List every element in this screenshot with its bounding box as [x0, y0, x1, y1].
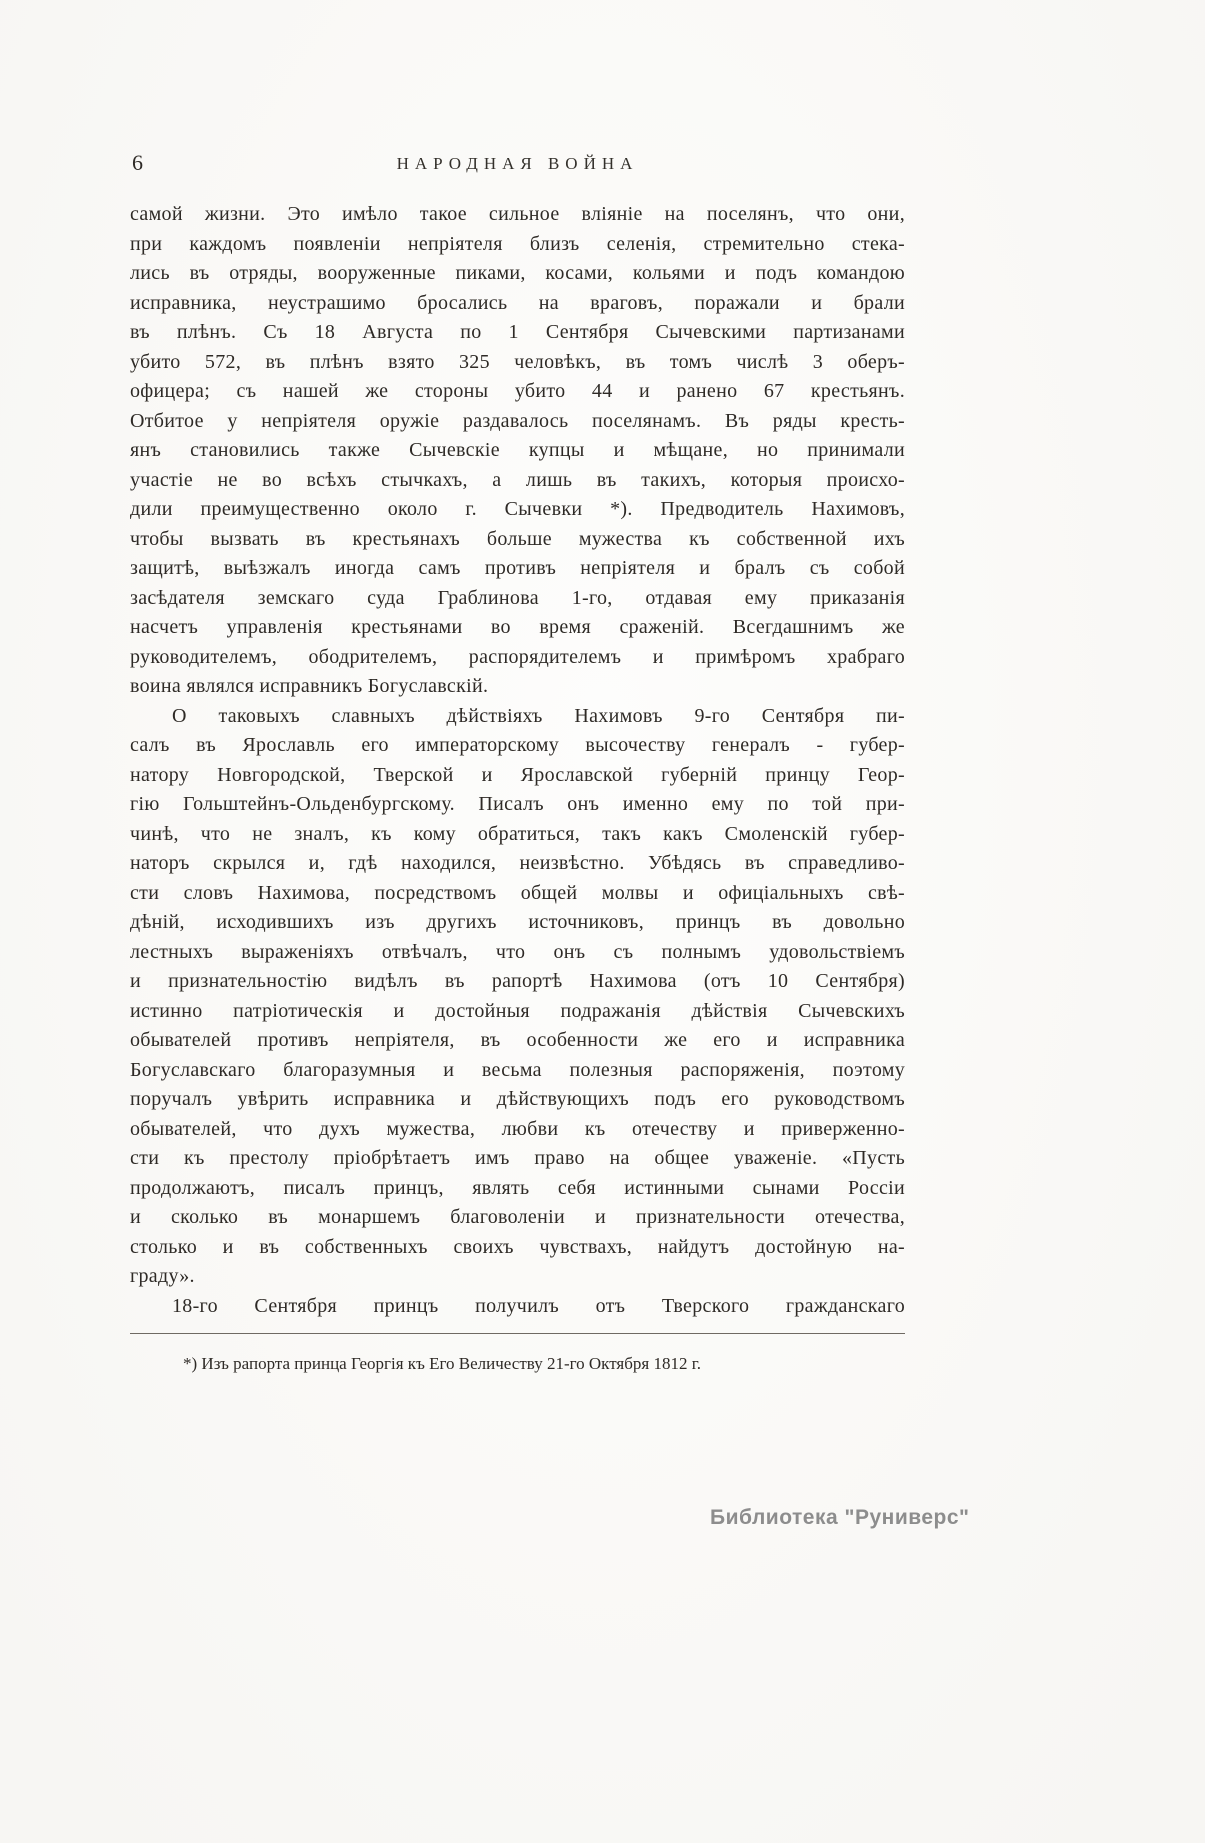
text-line: сти словъ Нахимова, посредствомъ общей молвы и офиціальныхъ свѣ-: [130, 881, 905, 904]
text-line: исправника, неустрашимо бросались на враговъ, поражали и брали: [130, 291, 905, 314]
text-line: офицера; съ нашей же стороны убито 44 и ранено 67 крестьянъ.: [130, 380, 905, 402]
text-line: лестныхъ выраженіяхъ отвѣчалъ, что онъ съ полнымъ удовольствіемъ: [130, 940, 905, 963]
text-line: натору Новгородской, Тверской и Ярославской губерній принцу Геор-: [130, 763, 905, 786]
text-line: поручалъ увѣрить исправника и дѣйствующихъ подъ его руководствомъ: [130, 1088, 905, 1110]
running-head: [130, 150, 905, 180]
text-line: защитѣ, выѣзжалъ иногда самъ противъ непріятеля и бралъ съ собой: [130, 557, 905, 579]
text-line: воина являлся исправникъ Богуславскій.: [130, 675, 489, 697]
text-line: янъ становились также Сычевскіе купцы и мѣщане, но принимали: [130, 439, 905, 461]
text-line: дѣній, исходившихъ изъ другихъ источниковъ, принцъ въ довольно: [130, 911, 905, 933]
text-line: при каждомъ появленіи непріятеля близъ селенія, стремительно стека-: [130, 232, 905, 255]
footnote-text: *) Изъ рапорта принца Георгія къ Его Величеству 21-го Октября 1812 г.: [183, 1354, 702, 1373]
text-line: и сколько въ монаршемъ благоволеніи и признательности отечества,: [130, 1206, 905, 1228]
text-line: чинѣ, что не зналъ, къ кому обратиться, такъ какъ Смоленскій губер-: [130, 822, 905, 845]
library-watermark: Библиотека "Руниверс": [710, 1506, 970, 1529]
text-line: участіе не во всѣхъ стычкахъ, а лишь въ такихъ, которыя происхо-: [130, 468, 905, 491]
text-line: гію Гольштейнъ-Ольденбургскому. Писалъ онъ именно ему по той при-: [130, 793, 905, 815]
text-line: обывателей противъ непріятеля, въ особенности же его и исправника: [130, 1029, 905, 1051]
footnote: [130, 1352, 905, 1376]
text-line: обывателей, что духъ мужества, любви къ отечеству и приверженно-: [130, 1117, 905, 1140]
text-line: О таковыхъ славныхъ дѣйствіяхъ Нахимовъ 9-го Сентября пи-: [172, 704, 905, 727]
text-line: и признательностію видѣлъ въ рапортѣ Нахимова (отъ 10 Сентября): [130, 970, 905, 992]
text-line: чтобы вызвать въ крестьянахъ больше мужества къ собственной ихъ: [130, 527, 905, 550]
text-line: продолжаютъ, писалъ принцъ, являть себя истинными сынами Россіи: [130, 1176, 905, 1199]
text-line: въ плѣнъ. Съ 18 Августа по 1 Сентября Сычевскими партизанами: [130, 321, 905, 343]
text-line: граду».: [130, 1265, 195, 1287]
running-head-title: НАРОДНАЯ ВОЙНА: [396, 154, 639, 173]
text-line: салъ въ Ярославль его императорскому высочеству генералъ - губер-: [130, 734, 905, 756]
text-line: дили преимущественно около г. Сычевки *). Предводитель Нахимовъ,: [130, 498, 905, 520]
text-line: самой жизни. Это имѣло такое сильное вліяніе на поселянъ, что они,: [130, 203, 905, 225]
text-line: сти къ престолу пріобрѣтаетъ имъ право на общее уваженіе. «Пусть: [130, 1147, 905, 1169]
page-number: 6: [132, 150, 144, 175]
text-line: лись въ отряды, вооруженные пиками, косами, кольями и подъ командою: [130, 262, 905, 284]
text-line: Отбитое у непріятеля оружіе раздавалось поселянамъ. Въ ряды кресть-: [130, 409, 905, 432]
text-line: насчетъ управленія крестьянами во время сраженій. Всегдашнимъ же: [130, 616, 905, 638]
page-body: [130, 200, 905, 1321]
text-line: засѣдателя земскаго суда Граблинова 1-го, отдавая ему приказанія: [130, 586, 905, 609]
text-line: столько и въ собственныхъ своихъ чувствахъ, найдутъ достойную на-: [130, 1235, 905, 1258]
footnote-separator: [130, 1333, 905, 1334]
text-line: Богуславскаго благоразумныя и весьма полезныя распоряженія, поэтому: [130, 1058, 905, 1081]
text-line: наторъ скрылся и, гдѣ находился, неизвѣстно. Убѣдясь въ справедливо-: [130, 852, 905, 874]
text-line: истинно патріотическія и достойныя подражанія дѣйствія Сычевскихъ: [130, 999, 905, 1022]
text-line: 18-го Сентября принцъ получилъ отъ Тверского гражданскаго: [172, 1294, 905, 1317]
text-line: руководителемъ, ободрителемъ, распорядителемъ и примѣромъ храбраго: [130, 645, 905, 668]
text-line: убито 572, въ плѣнъ взято 325 человѣкъ, въ томъ числѣ 3 оберъ-: [130, 350, 905, 373]
